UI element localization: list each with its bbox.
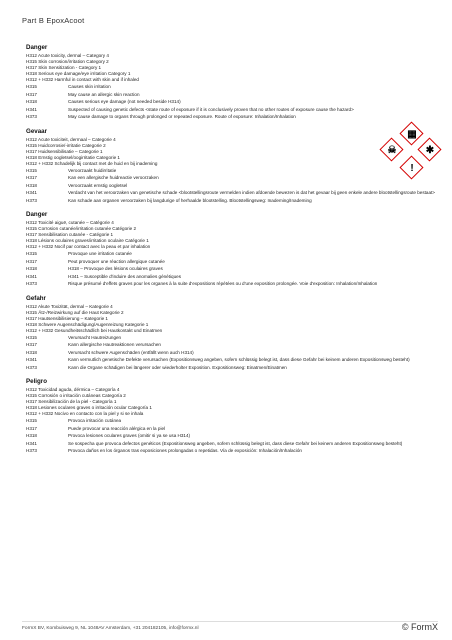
statement-text: H318 – Provoque des lésions oculaires graves	[68, 266, 163, 272]
statement-code: H373	[26, 448, 37, 454]
statement-code: H318	[26, 349, 37, 355]
statement-row	[26, 440, 436, 447]
statement-row	[26, 349, 436, 356]
section-es	[26, 378, 436, 455]
statement-text: Verursacht Hautreizungen	[68, 334, 122, 340]
exclamation-mark-icon: !	[400, 156, 424, 180]
statement-code: H315	[26, 251, 37, 257]
statement-text: Kann vermutlich genetische Defekte verursachen (Expositionsweg angeben, sofern schlüssig belegt ist, dass diese Gefahr bei keinem anderen Expositionsweg besteht)	[68, 357, 410, 363]
statement-text: Provoca irritación cutánea	[68, 418, 122, 424]
section-fr	[26, 211, 436, 288]
statement-text: Risque présumé d'effets graves pour les organes à la suite d'expositions répétées ou d'une exposition prolongée. Voie d'exposition: Inhalation/Inhalation	[68, 281, 378, 287]
statement-row	[26, 258, 436, 265]
statement-code: H317	[26, 91, 37, 97]
classification-line: H312 Akute Toxizität, dermal – Kategorie 4	[26, 303, 113, 309]
statement-row	[26, 447, 436, 454]
statement-code: H373	[26, 197, 37, 203]
classification-line: H318 Ernstig oogletsel/oogirritatie Categorie 1	[26, 154, 120, 160]
statement-row	[26, 417, 436, 424]
health-hazard-icon: ✱	[418, 138, 442, 162]
skull-crossbones-icon: ☠	[380, 138, 404, 162]
statement-row	[26, 250, 436, 257]
signal-word: Gefahr	[26, 294, 46, 302]
statement-text: Veroorzaakt huidirritatie	[68, 167, 117, 173]
statement-code: H317	[26, 175, 37, 181]
statement-code: H317	[26, 425, 37, 431]
statement-text: Kan een allergische huidreactie veroorzaken	[68, 175, 159, 181]
statement-code: H373	[26, 281, 37, 287]
section-en	[26, 44, 436, 121]
statement-text: Suspected of causing genetic defects <state route of exposure if it is conclusively proven that no other routes of exposure cause the hazard>	[68, 106, 354, 112]
classification-line: H315 Ätz-/Reizwirkung auf die Haut Kategorie 2	[26, 309, 124, 315]
statement-text: May cause damage to organs through prolonged or repeated exposure. Route of exposure: Inhalation/Inhalation	[68, 114, 296, 120]
statement-code: H318	[26, 99, 37, 105]
statement-code: H315	[26, 84, 37, 90]
signal-word: Gevaar	[26, 127, 47, 135]
statement-code: H341	[26, 190, 37, 196]
statement-code: H317	[26, 342, 37, 348]
statement-code: H318	[26, 266, 37, 272]
statement-row	[26, 356, 436, 363]
classification-line: H312 Acute toxicity, dermal – Category 4	[26, 53, 109, 58]
corrosion-icon: ▦	[400, 122, 424, 146]
statement-row	[26, 280, 436, 287]
statement-code: H341	[26, 357, 37, 363]
statement-text: Kann allergische Hautreaktionen verursachen	[68, 342, 161, 348]
company-address: FormX BV, Kombuisweg 9, NL 1048AV Amsterdam, +31 204182105, info@formx.nl	[22, 626, 199, 631]
statement-row	[26, 98, 436, 105]
statement-code: H341	[26, 106, 37, 112]
brand-mark: © FormX	[401, 622, 438, 632]
statement-text: Provoca lesiones oculares graves (omitir si ya se usa H314)	[68, 433, 191, 439]
classification-line: H317 Sensibilisation cutanée - Catégorie 1	[26, 232, 114, 238]
classification-line: H315 Skin corrosion/irritation Category 2	[26, 59, 109, 65]
statement-row	[26, 334, 436, 341]
statement-code: H315	[26, 418, 37, 424]
classification-line: H315 Corrosión o irritación cutáneas Categoría 2	[26, 393, 126, 399]
classification-line: H312 Toxicité aiguë, cutanée – Catégorie 4	[26, 220, 114, 225]
statement-code: H341	[26, 273, 37, 279]
classification-line: H312 + H332 Nocivo en contacto con la piel y si se inhala	[26, 411, 144, 417]
statement-text: Puede provocar una reacción alérgica en la piel	[68, 425, 166, 431]
statement-row	[26, 364, 436, 371]
statement-code: H318	[26, 182, 37, 188]
classification-line: H312 + H332 Schadelijk bij contact met de huid en bij inademing	[26, 160, 158, 166]
statement-code: H373	[26, 364, 37, 370]
statement-text: Provoca daños en los órganos tras exposiciones prolongadas o repetidas. Vía de exposición: Inhalación/Inhalación	[68, 448, 302, 454]
hazard-statements	[26, 44, 436, 462]
statement-text: H341 – Susceptible d'induire des anomalies génétiques	[68, 273, 181, 279]
classification-line: H317 Huidsensibilisatie – Categorie 1	[26, 148, 103, 154]
page-footer	[22, 621, 438, 632]
statement-code: H315	[26, 167, 37, 173]
statement-row	[26, 182, 436, 189]
statement-row	[26, 189, 436, 196]
statement-code: H315	[26, 334, 37, 340]
document-title: Part B EpoxAcoot	[22, 16, 85, 25]
statement-row	[26, 425, 436, 432]
statement-row	[26, 113, 436, 120]
classification-line: H312 Toxicidad aguda, dérmica – Categoría 4	[26, 387, 120, 392]
statement-row	[26, 265, 436, 272]
statement-text: Se sospecha que provoca defectos genéticos (Expositionsweg angeben, sofern schlüssig belegt ist, dass diese Gefahr bei keinem anderen Expositionsweg besteht)	[68, 440, 403, 446]
classification-line: H317 Hautsensibilisierung – Kategorie 1	[26, 315, 108, 321]
statement-row	[26, 91, 436, 98]
signal-word: Peligro	[26, 378, 47, 385]
statement-code: H318	[26, 433, 37, 439]
statement-text: Verursacht schwere Augenschäden (entfällt wenn auch H314)	[68, 349, 194, 355]
statement-row	[26, 273, 436, 280]
signal-word: Danger	[26, 44, 48, 51]
statement-text: Kan schade aan organen veroorzaken bij langdurige of herhaalde blootstelling. Blootstellingsweg: Inademing/Inademing	[68, 197, 312, 203]
classification-line: H318 Serious eye damage/eye irritation Category 1	[26, 71, 131, 77]
statement-text: Verdacht van het veroorzaken van genetische schade <blootstellingsroute vermelden indien afdoende bewezen is dat het gevaar bij geen enkele andere blootstellingsroute bestaat>	[68, 190, 435, 196]
classification-line: H318 Schwere Augenschädigung/Augenreizung Kategorie 1	[26, 321, 149, 327]
statement-text: Provoque une irritation cutanée	[68, 251, 132, 257]
statement-text: Peut provoquer une réaction allergique cutanée	[68, 258, 165, 264]
statement-row	[26, 106, 436, 113]
statement-row	[26, 167, 436, 174]
statement-text: Causes skin irritation	[68, 84, 111, 90]
statement-code: H373	[26, 114, 37, 120]
section-de	[26, 295, 436, 372]
classification-line: H312 Acute toxiciteit, dermaal – Categorie 4	[26, 136, 116, 142]
statement-code: H341	[26, 440, 37, 446]
statement-row	[26, 432, 436, 439]
statement-code: H317	[26, 258, 37, 264]
statement-text: May cause an allergic skin reaction	[68, 91, 140, 97]
classification-line: H312 + H332 Gesundheitsschädlich bei Hautkontakt und Einatmen	[26, 327, 163, 333]
statement-text: Veroorzaakt ernstig oogletsel	[68, 182, 128, 188]
statement-text: Causes serious eye damage (not needed beside H314)	[68, 99, 181, 105]
classification-line: H317 Skin Sensitization - Category 1	[26, 65, 102, 71]
classification-line: H312 + H332 Harmful in contact with skin and if inhaled	[26, 77, 139, 83]
statement-row	[26, 174, 436, 181]
statement-text: Kann die Organe schädigen bei längerer oder wiederholter Exposition. Expositionsweg: Einatmen/Einatmen	[68, 364, 287, 370]
classification-line: H315 Huidcorrosie/-irritatie Categorie 2	[26, 142, 106, 148]
classification-line: H317 Sensibilización de la piel - Categoría 1	[26, 399, 117, 405]
classification-line: H315 Corrosion cutanée/irritation cutanée Catégorie 2	[26, 226, 137, 232]
statement-row	[26, 83, 436, 90]
classification-line: H318 Lesiones oculares graves o irritación ocular Categoría 1	[26, 405, 152, 411]
section-nl	[26, 128, 436, 205]
statement-row	[26, 197, 436, 204]
classification-line: H312 + H332 Nocif par contact avec la peau et par inhalation	[26, 244, 151, 250]
signal-word: Danger	[26, 211, 48, 218]
classification-line: H318 Lésions oculaires graves/irritation oculaire Catégorie 1	[26, 238, 149, 244]
statement-row	[26, 341, 436, 348]
